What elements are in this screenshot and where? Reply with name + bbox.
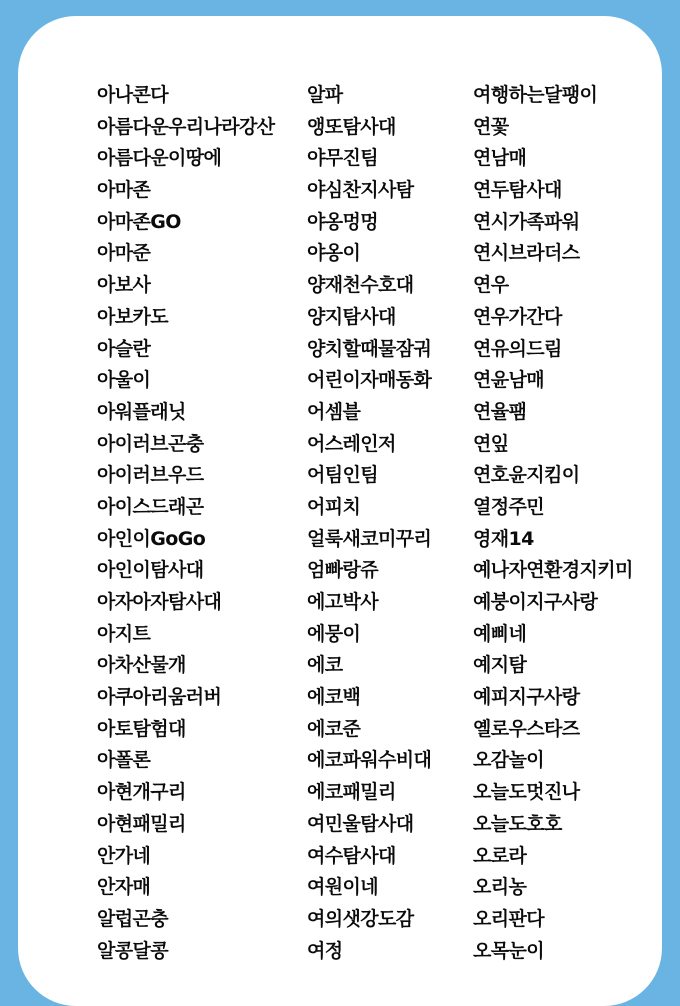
list-item: 아인이GoGo — [97, 527, 206, 550]
list-item: 연시가족파워 — [473, 210, 580, 233]
list-item: 안자매 — [97, 876, 151, 899]
list-item: 오로라 — [473, 844, 527, 867]
list-item: 여민울탐사대 — [307, 812, 414, 835]
list-item: 여원이네 — [307, 876, 379, 899]
list-item: 여수탐사대 — [307, 844, 396, 867]
list-item: 에코백 — [307, 686, 361, 709]
list-item: 여의샛강도감 — [307, 907, 414, 930]
list-item: 에코준 — [307, 717, 361, 740]
list-item: 아차산물개 — [97, 654, 186, 677]
list-item: 예나자연환경지키미 — [473, 559, 633, 582]
name-column-2 — [307, 80, 431, 967]
list-item: 오리농 — [473, 876, 527, 899]
list-item: 연윤남매 — [473, 369, 545, 392]
list-item: 오목눈이 — [473, 939, 545, 962]
list-item: 아마준 — [97, 242, 151, 265]
list-item: 앵또탐사대 — [307, 115, 396, 138]
list-item: 연시브라더스 — [473, 242, 580, 265]
list-item: 연남매 — [473, 147, 527, 170]
list-item: 아현패밀리 — [97, 812, 186, 835]
list-item: 영재14 — [473, 527, 534, 550]
list-item: 알파 — [307, 84, 343, 106]
name-column-3 — [473, 80, 633, 967]
list-item: 예피지구사랑 — [473, 686, 580, 709]
list-item: 오늘도멋진나 — [473, 781, 580, 804]
list-item: 어피치 — [307, 495, 361, 518]
list-item: 아토탐험대 — [97, 717, 186, 740]
list-item: 얼룩새코미꾸리 — [307, 527, 432, 550]
list-item: 아마존GO — [97, 210, 181, 233]
list-item: 연잎 — [473, 432, 509, 455]
list-item: 아보카도 — [97, 305, 169, 328]
list-item: 아마존 — [97, 179, 151, 202]
list-item: 안가네 — [97, 844, 151, 867]
list-item: 에코 — [307, 654, 343, 677]
list-item: 알콩달콩 — [97, 939, 169, 962]
list-item: 여정 — [307, 939, 343, 962]
list-item: 아이스드래곤 — [97, 495, 204, 518]
list-item: 어셈블 — [307, 400, 361, 423]
list-item: 아이러브우드 — [97, 464, 204, 487]
list-item: 아름다운이땅에 — [97, 147, 222, 170]
list-item: 아울이 — [97, 369, 151, 392]
list-item: 연율팸 — [473, 400, 527, 423]
list-item: 아자아자탐사대 — [97, 591, 222, 613]
list-item: 야심찬지사탐 — [307, 179, 414, 202]
list-item: 연우가간다 — [473, 305, 562, 328]
list-item: 어스레인저 — [307, 432, 396, 455]
list-item: 아지트 — [97, 622, 151, 645]
list-item: 오감놀이 — [473, 749, 545, 772]
list-item: 에코패밀리 — [307, 781, 396, 804]
list-item: 예지탐 — [473, 654, 527, 677]
list-card — [18, 16, 662, 1006]
list-item: 어린이자매동화 — [307, 369, 432, 392]
list-item: 오늘도호호 — [473, 812, 562, 835]
list-item: 어팀인팀 — [307, 464, 379, 487]
list-item: 에코파워수비대 — [307, 749, 432, 772]
list-item: 야옹이 — [307, 242, 361, 265]
list-item: 오리판다 — [473, 907, 545, 930]
list-item: 예붕이지구사랑 — [473, 591, 598, 613]
list-item: 야무진팀 — [307, 147, 379, 170]
list-item: 여행하는달팽이 — [473, 84, 598, 106]
list-item: 연꽃 — [473, 115, 509, 138]
list-item: 열정주민 — [473, 495, 545, 518]
list-item: 연호윤지킴이 — [473, 464, 580, 487]
list-item: 아쿠아리움러버 — [97, 686, 222, 709]
list-item: 양치할때물잠궈 — [307, 337, 432, 360]
list-item: 연우 — [473, 274, 509, 297]
list-item: 아나콘다 — [97, 84, 169, 106]
list-item: 아보사 — [97, 274, 151, 297]
list-item: 옐로우스타즈 — [473, 717, 580, 740]
list-item: 에고박사 — [307, 591, 379, 613]
list-item: 양지탐사대 — [307, 305, 396, 328]
list-item: 알럽곤충 — [97, 907, 169, 930]
list-item: 아슬란 — [97, 337, 151, 360]
list-item: 연유의드림 — [473, 337, 562, 360]
list-item: 야옹멍멍 — [307, 210, 379, 233]
list-item: 에뭉이 — [307, 622, 361, 645]
list-item: 아폴론 — [97, 749, 151, 772]
list-item: 양재천수호대 — [307, 274, 414, 297]
name-column-1 — [97, 80, 275, 967]
list-item: 엄빠랑쥬 — [307, 559, 379, 582]
list-item: 아현개구리 — [97, 781, 186, 804]
list-item: 아름다운우리나라강산 — [97, 115, 275, 138]
list-item: 연두탐사대 — [473, 179, 562, 202]
list-item: 아이러브곤충 — [97, 432, 204, 455]
list-item: 아인이탐사대 — [97, 559, 204, 582]
list-item: 아워플래닛 — [97, 400, 186, 423]
list-item: 예삐네 — [473, 622, 527, 645]
